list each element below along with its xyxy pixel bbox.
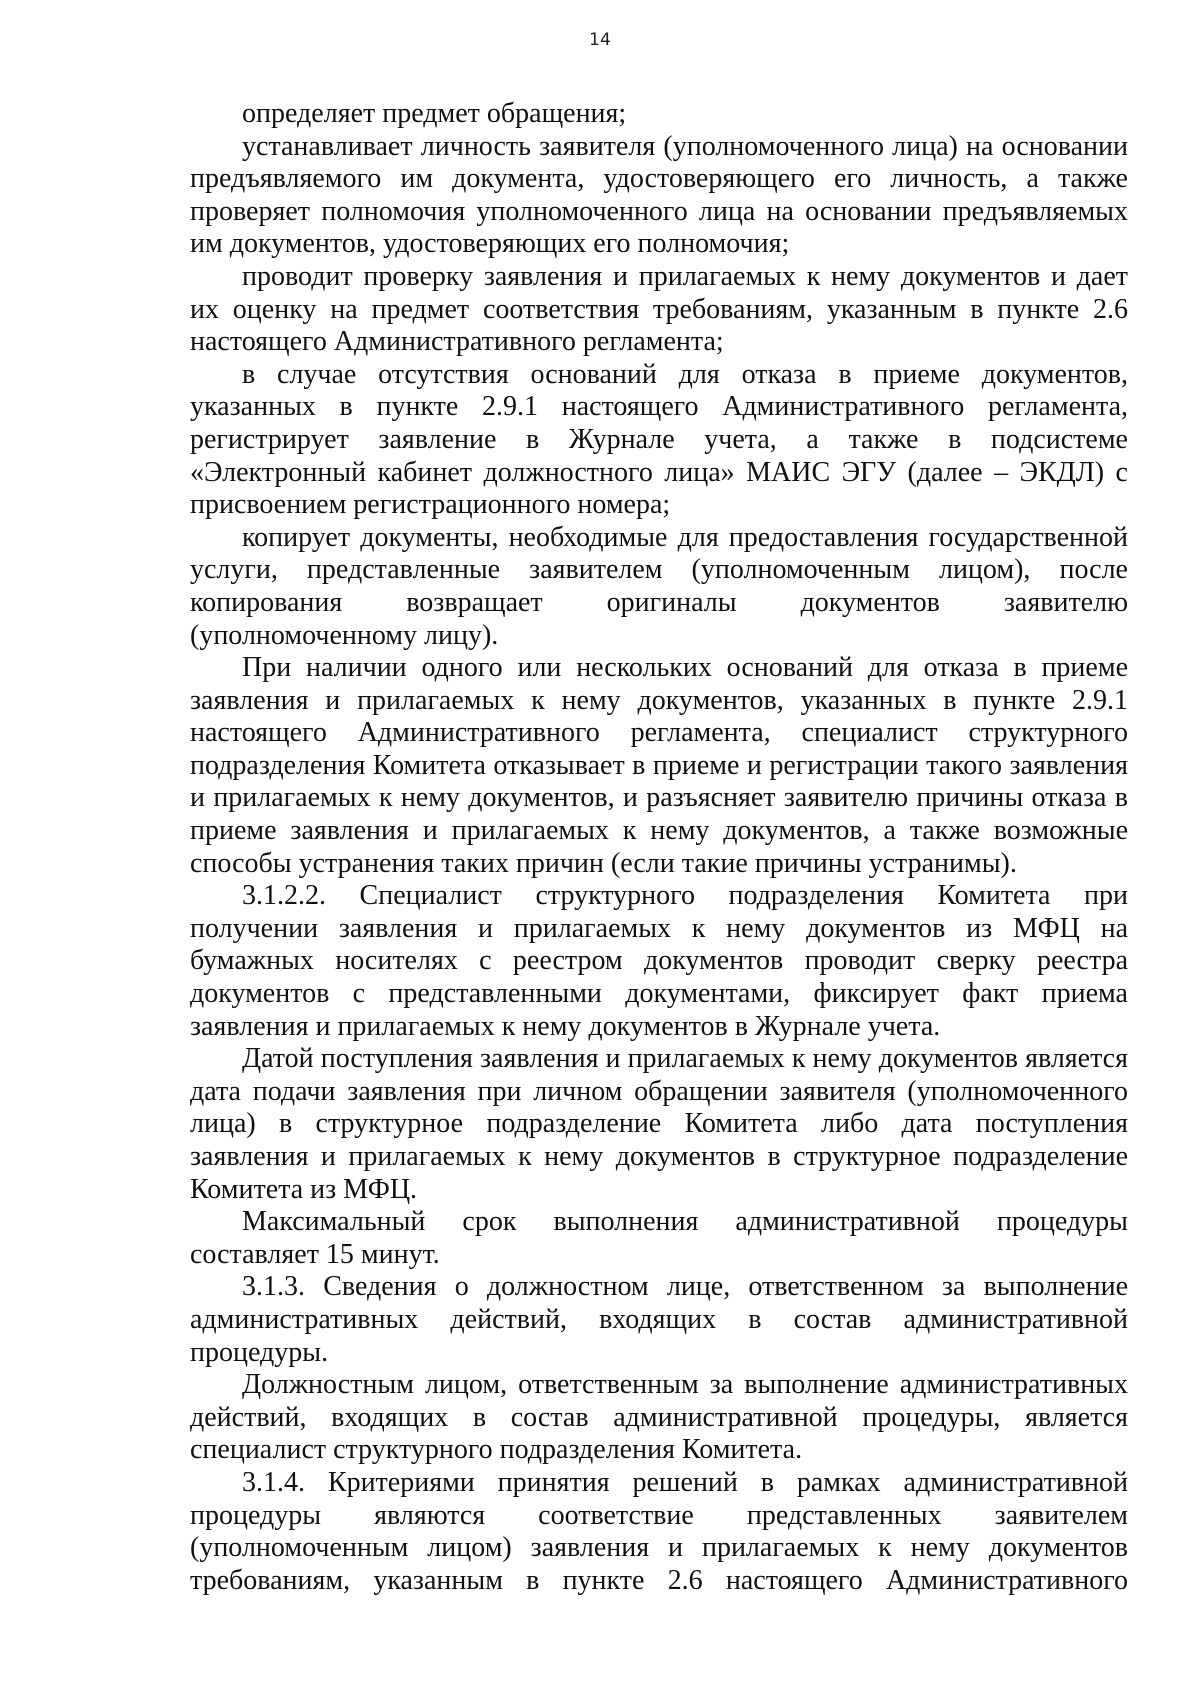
document-body — [190, 98, 1128, 1597]
paragraph: 3.1.2.2. Специалист структурного подразделения Комитета при получении заявления и прилагаемых к нему документов из МФЦ на бумажных носителях с реестром документов проводит сверку реестра документов с представленными документами, фиксирует факт приема заявления и прилагаемых к нему документов в Журнале учета. — [190, 880, 1128, 1042]
paragraph: копирует документы, необходимые для предоставления государственной услуги, представленные заявителем (уполномоченным лицом), после копирования возвращает оригиналы документов заявителю (уполномоченному лицу). — [190, 521, 1128, 651]
paragraph: Датой поступления заявления и прилагаемых к нему документов является дата подачи заявления при личном обращении заявителя (уполномоченного лица) в структурное подразделение Комитета либо дата поступления заявления и прилагаемых к нему документов в структурное подразделение Комитета из МФЦ. — [190, 1043, 1128, 1205]
paragraph: При наличии одного или нескольких оснований для отказа в приеме заявления и прилагаемых к нему документов, указанных в пункте 2.9.1 настоящего Административного регламента, специалист структурного подразделения Комитета отказывает в приеме и регистрации такого заявления и прилагаемых к нему документов, и разъясняет заявителю причины отказа в приеме заявления и прилагаемых к нему документов, а также возможные способы устранения таких причин (если такие причины устранимы). — [190, 652, 1128, 879]
paragraph: в случае отсутствия оснований для отказа в приеме документов, указанных в пункте 2.9.1 настоящего Административного регламента, регистрирует заявление в Журнале учета, а также в подсистеме «Электронный кабинет должностного лица» МАИС ЭГУ (далее – ЭКДЛ) с присвоением регистрационного номера; — [190, 358, 1128, 521]
page-number: 14 — [589, 30, 611, 50]
paragraph: 3.1.4. Критериями принятия решений в рамках административной процедуры являются соответствие представленных заявителем (уполномоченным лицом) заявления и прилагаемых к нему документов требованиям, указанным в пункте 2.6 настоящего Административного — [190, 1466, 1128, 1596]
paragraph: 3.1.3. Сведения о должностном лице, ответственном за выполнение административных действий, входящих в состав административной процедуры. — [190, 1271, 1128, 1368]
paragraph: устанавливает личность заявителя (уполномоченного лица) на основании предъявляемого им документа, удостоверяющего его личность, а также проверяет полномочия уполномоченного лица на основании предъявляемых им документов, удостоверяющих его полномочия; — [190, 130, 1128, 260]
paragraph: определяет предмет обращения; — [242, 98, 627, 129]
paragraph: проводит проверку заявления и прилагаемых к нему документов и дает их оценку на предмет соответствия требованиям, указанным в пункте 2.6 настоящего Административного регламента; — [190, 260, 1128, 358]
paragraph: Максимальный срок выполнения административной процедуры составляет 15 минут. — [190, 1206, 1128, 1270]
paragraph: Должностным лицом, ответственным за выполнение административных действий, входящих в состав административной процедуры, является специалист структурного подразделения Комитета. — [190, 1369, 1128, 1466]
